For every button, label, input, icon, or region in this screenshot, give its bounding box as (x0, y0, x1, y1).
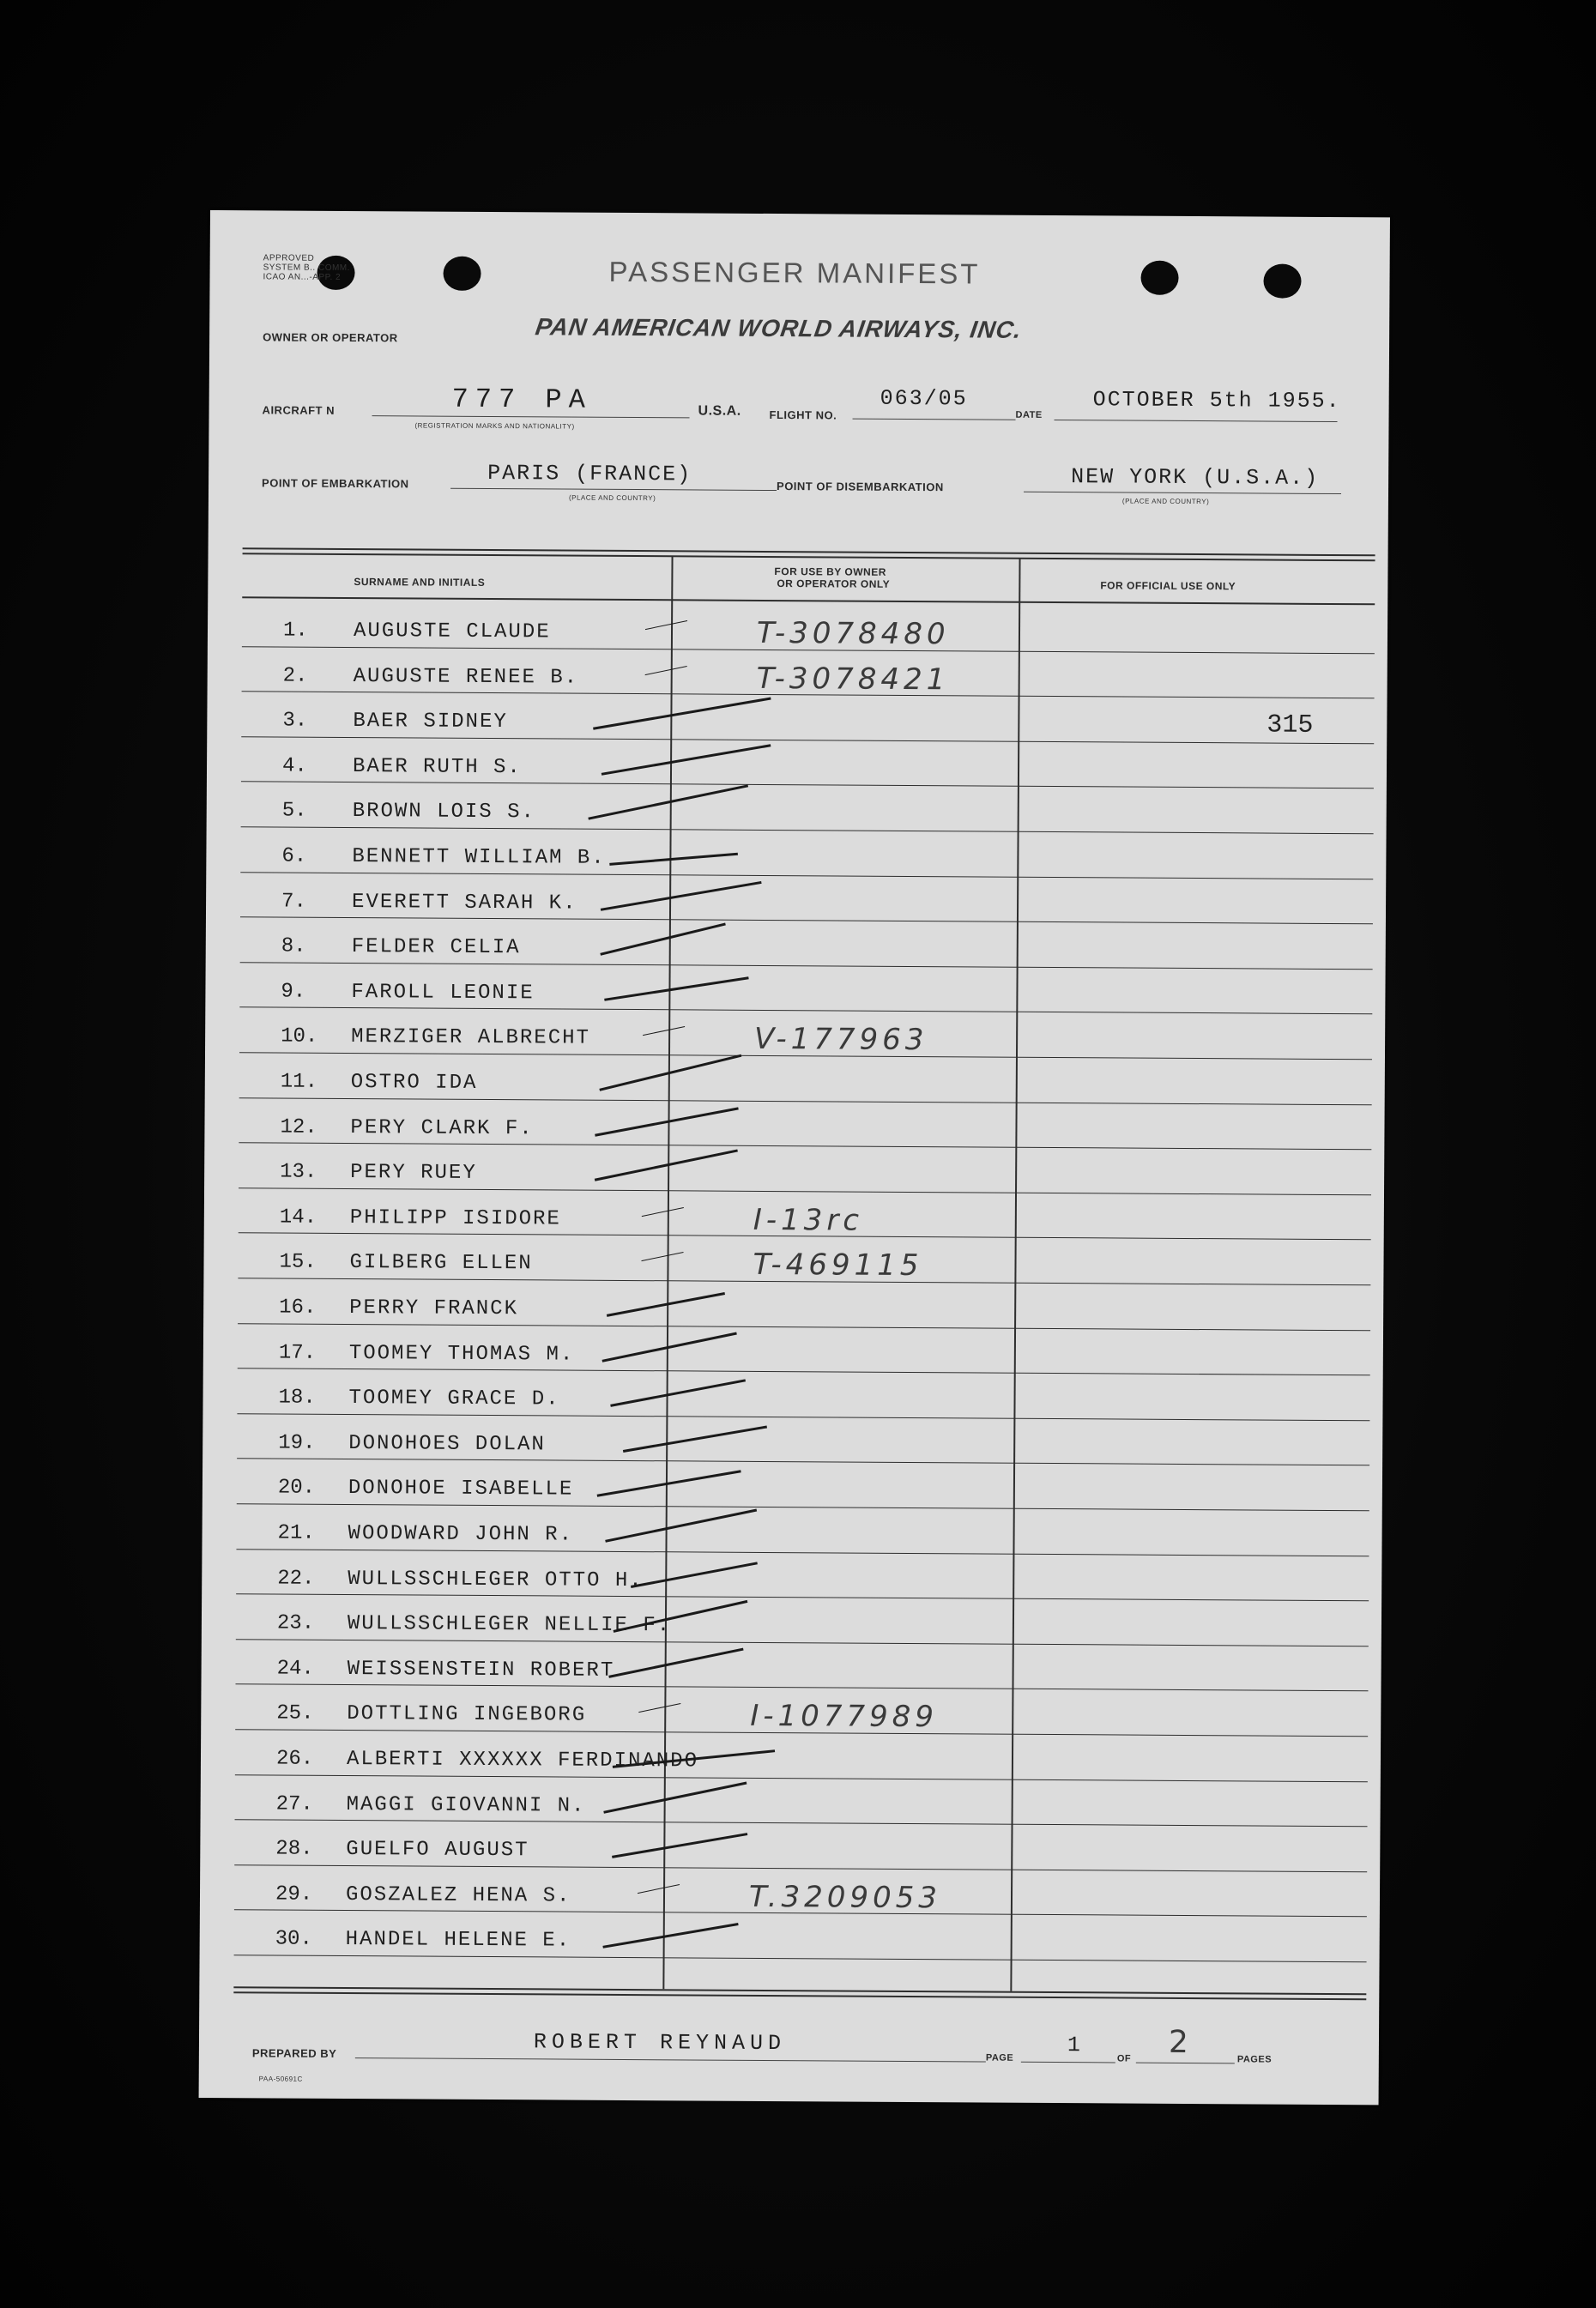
passenger-name: DONOHOES DOLAN (348, 1431, 546, 1457)
approval-line-2: SYSTEM B.. COMM. (263, 263, 350, 273)
of-underline (1136, 2063, 1235, 2064)
passenger-name: BAER RUTH S. (352, 754, 522, 780)
passenger-number: 12. (280, 1115, 317, 1139)
passenger-name: WEISSENSTEIN ROBERT (347, 1657, 615, 1683)
form-code: PAA-50691C (258, 2075, 303, 2083)
page-title: PASSENGER MANIFEST (608, 255, 981, 290)
nationality: U.S.A. (698, 403, 741, 419)
passenger-name: WULLSSCHLEGER OTTO H. (348, 1567, 644, 1592)
table-row (207, 781, 1387, 832)
table-row (201, 1729, 1381, 1780)
table-row (203, 1278, 1383, 1329)
passenger-number: 4. (281, 754, 307, 778)
passenger-name: DOTTLING INGEBORG (347, 1702, 587, 1728)
passenger-number: 11. (280, 1070, 318, 1094)
punch-hole-4 (1263, 264, 1301, 299)
passenger-name: TOOMEY THOMAS M. (348, 1341, 575, 1367)
passenger-number: 23. (276, 1611, 315, 1635)
passenger-number: 28. (275, 1837, 313, 1861)
passenger-number: 15. (279, 1250, 317, 1275)
passenger-number: 10. (281, 1024, 318, 1049)
passenger-number: 17. (278, 1341, 317, 1365)
table-row (203, 1413, 1382, 1465)
date-value: OCTOBER 5th 1955. (1092, 387, 1341, 414)
approval-line-1: APPROVED (263, 253, 315, 263)
ticket-number: T.3209053 (748, 1879, 942, 1916)
passenger-number: 24. (276, 1657, 314, 1681)
passenger-number: 21. (277, 1521, 315, 1545)
passenger-number: 26. (275, 1747, 314, 1771)
passenger-name: FELDER CELIA (351, 935, 521, 960)
flight-label: FLIGHT NO. (769, 408, 837, 422)
flight-underline (853, 419, 1016, 420)
column-header-surname: SURNAME AND INITIALS (354, 576, 486, 589)
table-row (200, 1819, 1380, 1870)
table-row (206, 872, 1386, 923)
passenger-name: HANDEL HELENE E. (345, 1928, 571, 1953)
manifest-sheet (199, 210, 1390, 2105)
embarkation-label: POINT OF EMBARKATION (262, 476, 409, 491)
passenger-name: MERZIGER ALBRECHT (351, 1025, 591, 1051)
passenger-name: BAER SIDNEY (353, 710, 508, 734)
passenger-number: 19. (278, 1431, 316, 1455)
table-row (201, 1683, 1381, 1735)
ticket-number: T-469115 (753, 1248, 923, 1284)
ticket-number: T-3078480 (756, 615, 950, 652)
passenger-number: 18. (278, 1386, 316, 1410)
owner-label: OWNER OR OPERATOR (263, 330, 398, 345)
passenger-name: AUGUSTE CLAUDE (353, 619, 551, 644)
passenger-name: PERY CLARK F. (350, 1115, 534, 1140)
page-underline (1021, 2062, 1115, 2063)
disembarkation-label: POINT OF DISEMBARKATION (777, 480, 944, 494)
column-header-official: FOR OFFICIAL USE ONLY (1100, 579, 1236, 593)
flight-value: 063/05 (880, 385, 968, 412)
official-note: 315 (1267, 710, 1314, 741)
passenger-number: 25. (276, 1701, 314, 1726)
passenger-number: 5. (281, 799, 307, 824)
ticket-number: T-3078421 (756, 661, 950, 697)
passenger-number: 2. (282, 664, 308, 688)
disembarkation-underline (1024, 492, 1341, 494)
passenger-name: BENNETT WILLIAM B. (352, 845, 606, 870)
ticket-number: V-177963 (753, 1022, 928, 1058)
embarkation-caption: (PLACE AND COUNTRY) (568, 493, 656, 503)
ticket-number: I-13rc (753, 1202, 864, 1238)
aircraft-label: AIRCRAFT N (262, 403, 336, 417)
table-row (208, 601, 1387, 652)
page-label: PAGE (985, 2052, 1014, 2063)
table-row (205, 1052, 1385, 1103)
passenger-number: 30. (275, 1927, 312, 1952)
prepared-label: PREPARED BY (251, 2046, 337, 2060)
of-label: OF (1116, 2053, 1132, 2064)
passenger-name: ALBERTI XXXXXX FERDINANDO (346, 1748, 699, 1773)
passenger-number: 29. (275, 1882, 313, 1906)
table-row (205, 962, 1385, 1013)
table-row (203, 1323, 1383, 1375)
prepared-underline (355, 2057, 986, 2062)
ticket-number: I-1077989 (750, 1699, 939, 1735)
table-row (204, 1097, 1384, 1149)
passenger-name: GILBERG ELLEN (349, 1251, 533, 1276)
passenger-number: 20. (277, 1476, 316, 1501)
pages-label: PAGES (1236, 2054, 1273, 2065)
table-row (200, 1864, 1380, 1916)
passenger-number: 8. (281, 934, 306, 958)
column-header-owner-2: OR OPERATOR ONLY (777, 577, 891, 590)
passenger-name: GOSZALEZ HENA S. (345, 1882, 571, 1908)
passenger-name: PHILIPP ISIDORE (349, 1205, 561, 1231)
table-row (203, 1368, 1382, 1419)
embarkation-underline (450, 488, 777, 491)
passenger-name: DONOHOE ISABELLE (348, 1477, 574, 1502)
passenger-number: 13. (280, 1160, 317, 1184)
passenger-number: 9. (281, 980, 306, 1004)
registration-caption: (REGISTRATION MARKS AND NATIONALITY) (414, 421, 575, 431)
company-name: PAN AMERICAN WORLD AIRWAYS, INC. (533, 313, 1025, 343)
table-row (205, 1006, 1385, 1058)
of-value: 2 (1168, 2024, 1194, 2061)
passenger-name: OSTRO IDA (350, 1071, 478, 1095)
passenger-name: TOOMEY GRACE D. (348, 1387, 560, 1411)
aircraft-underline (372, 415, 690, 418)
column-header-owner-1: FOR USE BY OWNER (774, 565, 886, 578)
approval-line-3: ICAO AN...-APP. 2 (263, 272, 342, 282)
passenger-name: PERRY FRANCK (349, 1296, 519, 1321)
passenger-name: PERY RUEY (350, 1161, 477, 1186)
punch-hole-2 (443, 257, 481, 291)
prepared-value: ROBERT REYNAUD (533, 2029, 787, 2057)
table-row (203, 1232, 1383, 1284)
passenger-name: AUGUSTE RENEE B. (353, 664, 579, 690)
page-value: 1 (1067, 2033, 1083, 2058)
passenger-number: 16. (279, 1296, 317, 1320)
table-row (202, 1593, 1381, 1645)
passenger-name: EVERETT SARAH K. (351, 890, 577, 915)
passenger-number: 7. (281, 890, 306, 914)
embarkation-value: PARIS (FRANCE) (487, 460, 692, 487)
table-row (206, 916, 1386, 968)
table-row (208, 646, 1387, 698)
table-row (204, 1142, 1384, 1193)
passenger-number: 6. (281, 844, 307, 868)
date-underline (1055, 420, 1338, 422)
passenger-name: BROWN LOIS S. (352, 800, 536, 825)
table-row (202, 1549, 1381, 1600)
passenger-number: 3. (282, 709, 308, 733)
table-row (207, 691, 1387, 742)
passenger-name: WOODWARD JOHN R. (348, 1522, 574, 1547)
date-label: DATE (1015, 409, 1043, 420)
table-row (204, 1187, 1384, 1239)
passenger-number: 27. (275, 1792, 313, 1816)
table-row (202, 1639, 1381, 1690)
passenger-number: 22. (277, 1567, 315, 1591)
passenger-name: MAGGI GIOVANNI N. (346, 1792, 586, 1818)
table-row (206, 826, 1386, 878)
passenger-number: 14. (279, 1205, 317, 1230)
passenger-name: GUELFO AUGUST (346, 1838, 529, 1863)
table-row (202, 1503, 1381, 1555)
passenger-number: 1. (282, 619, 308, 643)
table-row (201, 1774, 1381, 1826)
punch-hole-3 (1140, 261, 1178, 295)
table-row (200, 1909, 1380, 1961)
table-row (203, 1458, 1382, 1509)
aircraft-value: 777 PA (451, 383, 592, 416)
disembarkation-caption: (PLACE AND COUNTRY) (1121, 497, 1210, 506)
disembarkation-value: NEW YORK (U.S.A.) (1071, 464, 1320, 491)
passenger-name: FAROLL LEONIE (351, 980, 535, 1006)
table-row (207, 736, 1387, 788)
passenger-name: WULLSSCHLEGER NELLIE F. (347, 1612, 672, 1638)
